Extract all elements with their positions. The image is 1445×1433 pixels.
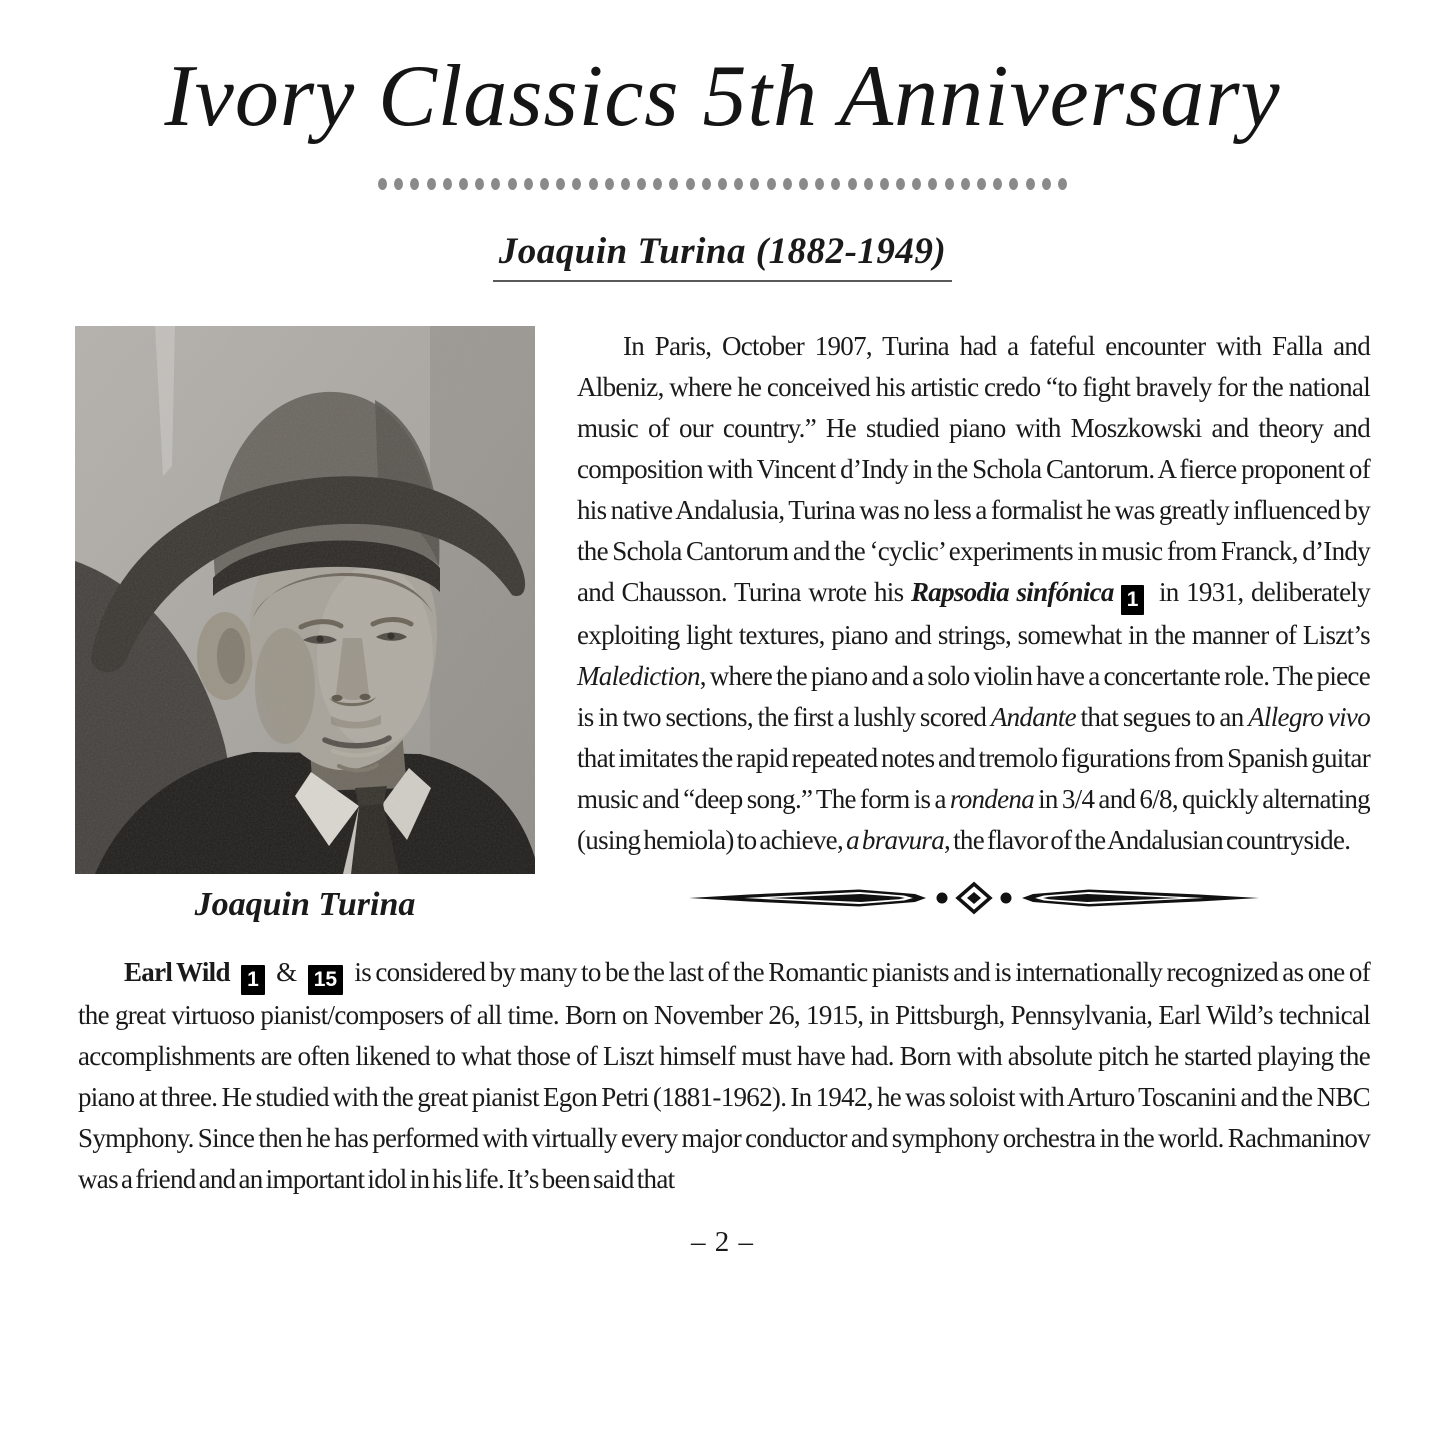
dot	[815, 178, 824, 190]
dots-divider	[0, 178, 1445, 190]
text-segment: , where the piano and a solo violin have a concertante role. The piece is in two sections, the first a lushly scored	[577, 660, 1370, 732]
text-segment: that segues to an	[1075, 701, 1249, 732]
dot	[912, 178, 921, 190]
dot	[637, 178, 646, 190]
text-segment: is considered by many to be the last of the Romantic pianists and is internationally recognized as one of the great virtuoso pianist/composers of all time. Born on November 26, 1915, in Pittsburgh, Pennsylvania, Earl Wild’s technical accomplishments are often likened to what those of Liszt himself must have had. Born with absolute pitch he started playing the piano at three. He studied with the great pianist Egon Petri (1881-1962). In 1942, he was soloist with Arturo Toscanini and the NBC Symphony. Since then he has performed with virtually every major conductor and symphony orchestra in the world. Rachmaninov was a friend and an important idol in his life. It’s been said that	[78, 956, 1371, 1194]
dot	[443, 178, 452, 190]
portrait-illustration	[75, 326, 535, 874]
dot	[589, 178, 598, 190]
text-segment: Andante	[990, 701, 1076, 732]
dot	[475, 178, 484, 190]
dot	[508, 178, 517, 190]
track-number-badge: 1	[1121, 585, 1145, 615]
dot	[977, 178, 986, 190]
dot	[669, 178, 678, 190]
text-segment: in 3/4 and 6/8, quickly alternating (using hemiola) to achieve,	[577, 783, 1370, 855]
dot	[750, 178, 759, 190]
page-number: – 2 –	[691, 1225, 754, 1258]
dot	[540, 178, 549, 190]
dot	[734, 178, 743, 190]
dot	[702, 178, 711, 190]
dot	[928, 178, 937, 190]
photo-figure	[75, 326, 535, 924]
dot	[1042, 178, 1051, 190]
dot	[945, 178, 954, 190]
text-segment: rondena	[949, 783, 1034, 814]
dot	[686, 178, 695, 190]
dot	[621, 178, 630, 190]
dot	[491, 178, 500, 190]
dot	[572, 178, 581, 190]
dot	[993, 178, 1002, 190]
earl-wild-paragraph	[78, 952, 1370, 1200]
ornament-divider	[577, 881, 1370, 915]
text-segment: a bravura	[846, 824, 945, 855]
dot	[524, 178, 533, 190]
dot	[394, 178, 403, 190]
text-segment: &	[271, 956, 301, 987]
text-segment: Allegro vivo	[1248, 701, 1371, 732]
dot	[880, 178, 889, 190]
turina-text-column	[577, 326, 1370, 924]
dot	[1009, 178, 1018, 190]
section-heading-wrap	[0, 230, 1445, 282]
dot	[961, 178, 970, 190]
dot	[767, 178, 776, 190]
dot	[783, 178, 792, 190]
dot	[459, 178, 468, 190]
text-segment: Earl Wild	[124, 956, 235, 987]
page-title: Ivory Classics 5th Anniversary	[164, 48, 1281, 145]
dot	[378, 178, 387, 190]
content-columns	[75, 326, 1370, 924]
text-segment: in 1931, deliberately exploiting light textures, piano and strings, somewhat in the manner of Liszt’s	[577, 576, 1370, 650]
dot	[1058, 178, 1067, 190]
track-number-badge: 15	[308, 965, 343, 995]
dot	[799, 178, 808, 190]
section-heading: Joaquin Turina (1882-1949)	[493, 230, 952, 282]
dot	[718, 178, 727, 190]
ornament-divider-art	[689, 881, 1259, 915]
turina-paragraph	[577, 326, 1370, 861]
dot	[896, 178, 905, 190]
dot	[653, 178, 662, 190]
text-segment: , the flavor of the Andalusian countryside.	[944, 824, 1351, 855]
text-segment: In Paris, October 1907, Turina had a fateful encounter with Falla and Albeniz, where he conceived his artistic credo “to fight bravely for the national music of our country.” He studied piano with Moszkowski and theory and composition with Vincent d’Indy in the Schola Cantorum. A fierce proponent of his native Andalusia, Turina was no less a formalist he was greatly influenced by the Schola Cantorum and the ‘cyclic’ experiments in music from Franck, d’Indy and Chausson. Turina wrote his	[577, 330, 1370, 607]
dot	[831, 178, 840, 190]
text-segment: that imitates the rapid repeated notes and tremolo figurations from Spanish guitar music and “deep song.” The form is a	[577, 742, 1370, 814]
text-segment: Malediction	[577, 660, 700, 691]
dot	[848, 178, 857, 190]
dot	[1026, 178, 1035, 190]
photo-caption: Joaquin Turina	[194, 885, 416, 923]
dot	[410, 178, 419, 190]
turina-photo	[75, 326, 535, 874]
dot	[556, 178, 565, 190]
dot	[605, 178, 614, 190]
track-number-badge: 1	[241, 965, 265, 995]
dot	[427, 178, 436, 190]
text-segment: Rapsodia sinfónica	[910, 576, 1114, 607]
dot	[864, 178, 873, 190]
